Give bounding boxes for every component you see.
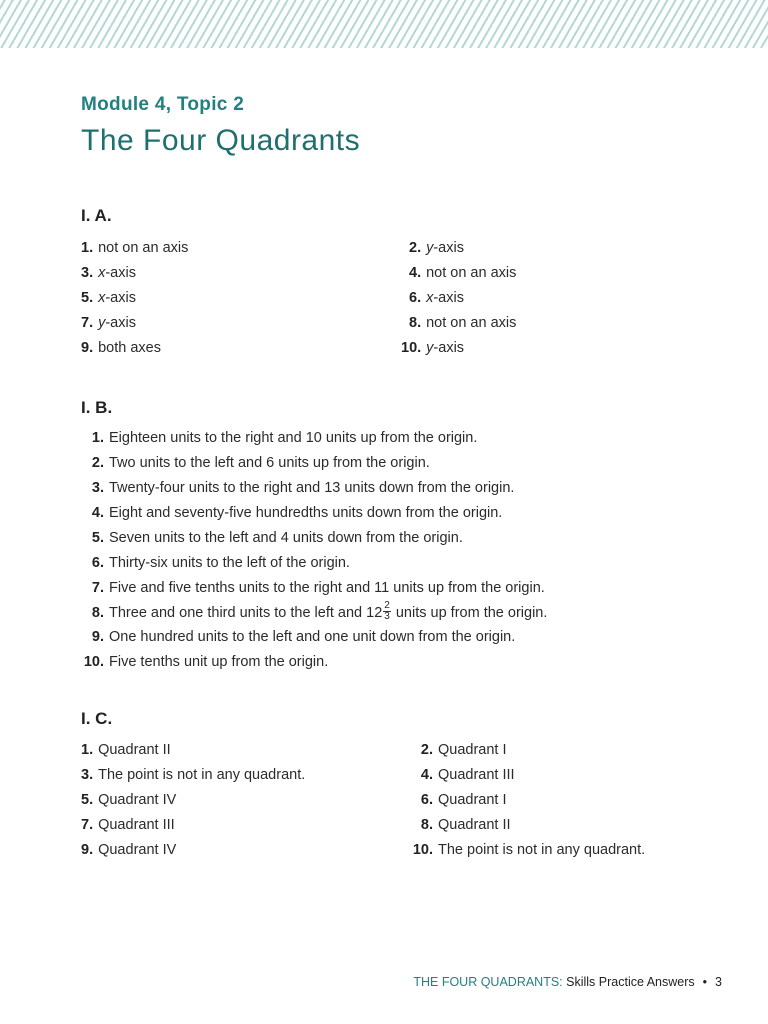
ib-item-4 <box>81 504 502 522</box>
item-number: 7. <box>91 580 104 596</box>
ia-item-1 <box>81 239 188 257</box>
item-number: 9. <box>81 340 94 356</box>
item-text: -axis <box>105 265 136 281</box>
item-number: 3. <box>91 480 104 496</box>
ib-item-5 <box>81 529 463 547</box>
item-number: 5. <box>81 792 94 808</box>
ia-item-3 <box>81 264 136 282</box>
ib-item-1 <box>81 429 477 447</box>
item-text: Three and one third units to the left and 12 <box>109 605 383 621</box>
item-text: not on an axis <box>426 265 517 281</box>
ib-item-10 <box>81 653 328 671</box>
ib-item-3 <box>81 479 514 497</box>
ia-item-7 <box>81 314 136 332</box>
item-variable: y <box>426 340 434 356</box>
item-text: Quadrant IV <box>98 842 177 858</box>
ib-item-7 <box>81 579 545 597</box>
item-variable: x <box>426 290 434 306</box>
item-number: 5. <box>91 530 104 546</box>
item-number: 8. <box>91 605 104 621</box>
item-variable: y <box>98 315 106 331</box>
item-number: 9. <box>81 842 94 858</box>
ic-item-2 <box>410 741 507 759</box>
item-number: 7. <box>81 817 94 833</box>
item-text: The point is not in any quadrant. <box>98 767 306 783</box>
item-number: 2. <box>409 240 422 256</box>
item-text: Thirty-six units to the left of the origin. <box>109 555 350 571</box>
section-heading-ic: I. C. <box>81 709 113 728</box>
ia-item-8 <box>409 314 516 332</box>
footer-label: Skills Practice Answers <box>566 975 695 989</box>
header-hatch-band <box>0 0 768 48</box>
page-number: 3 <box>715 975 722 989</box>
item-number: 2. <box>420 742 433 758</box>
item-variable: y <box>426 240 434 256</box>
ia-item-5 <box>81 289 136 307</box>
section-heading-ib: I. B. <box>81 398 113 417</box>
item-text: -axis <box>433 240 464 256</box>
section-heading-ia: I. A. <box>81 206 112 225</box>
item-text: Eighteen units to the right and 10 units up from the origin. <box>109 430 478 446</box>
item-number: 1. <box>91 430 104 446</box>
item-text: -axis <box>433 340 465 356</box>
item-number: 6. <box>420 792 433 808</box>
item-number: 6. <box>91 555 104 571</box>
item-text: not on an axis <box>98 240 189 256</box>
ic-item-9 <box>81 841 176 859</box>
ib-item-6 <box>81 554 350 572</box>
item-number: 9. <box>91 629 104 645</box>
item-number: 5. <box>81 290 94 306</box>
item-number: 7. <box>81 315 94 331</box>
item-number: 10. <box>401 340 422 356</box>
item-number: 1. <box>81 742 94 758</box>
item-text-tail: units up from the origin. <box>391 605 548 621</box>
item-number: 4. <box>91 505 104 521</box>
ic-item-1 <box>81 741 171 759</box>
module-label: Module 4, Topic 2 <box>81 94 245 115</box>
fraction-denominator: 3 <box>384 610 390 622</box>
item-text: Quadrant IV <box>98 792 177 808</box>
item-text: Quadrant II <box>98 742 171 758</box>
item-text: Five tenths unit up from the origin. <box>109 654 329 670</box>
ic-item-6 <box>410 791 507 809</box>
item-variable: x <box>98 265 106 281</box>
item-text: Quadrant III <box>438 767 515 783</box>
ib-item-2 <box>81 454 430 472</box>
item-text: not on an axis <box>426 315 517 331</box>
item-text: -axis <box>105 315 136 331</box>
ic-item-10 <box>410 841 645 859</box>
footer-topic: THE FOUR QUADRANTS: <box>413 975 563 989</box>
ia-item-4 <box>409 264 516 282</box>
ia-item-6 <box>409 289 464 307</box>
item-text: Quadrant I <box>438 742 507 758</box>
ia-item-9 <box>81 339 161 357</box>
item-number: 10. <box>412 842 433 858</box>
item-number: 4. <box>409 265 422 281</box>
fraction-numerator: 2 <box>384 599 390 611</box>
item-number: 3. <box>81 265 94 281</box>
ia-item-10 <box>401 339 464 357</box>
item-text: Twenty-four units to the right and 13 units down from the origin. <box>109 480 515 496</box>
item-text: Quadrant III <box>98 817 175 833</box>
item-text: Seven units to the left and 4 units down from the origin. <box>109 530 463 546</box>
item-text: Two units to the left and 6 units up from the origin. <box>109 455 430 471</box>
item-text: Quadrant II <box>438 817 511 833</box>
item-text: Five and five tenths units to the right and 11 units up from the origin. <box>109 580 545 596</box>
item-number: 1. <box>81 240 94 256</box>
footer-bullet: • <box>702 975 708 989</box>
item-number: 3. <box>81 767 94 783</box>
item-text: -axis <box>433 290 464 306</box>
item-variable: x <box>98 290 106 306</box>
item-text: The point is not in any quadrant. <box>438 842 646 858</box>
ic-item-7 <box>81 816 175 834</box>
page-title: The Four Quadrants <box>81 124 361 157</box>
item-text: Quadrant I <box>438 792 507 808</box>
item-number: 10. <box>83 654 104 670</box>
ib-item-8 <box>81 599 548 622</box>
ic-item-4 <box>410 766 515 784</box>
item-number: 6. <box>409 290 422 306</box>
ia-item-2 <box>409 239 464 257</box>
item-text: -axis <box>105 290 136 306</box>
item-text: both axes <box>98 340 161 356</box>
item-number: 2. <box>91 455 104 471</box>
ic-item-5 <box>81 791 176 809</box>
ic-item-8 <box>410 816 511 834</box>
item-text: Eight and seventy-five hundredths units down from the origin. <box>109 505 503 521</box>
item-number: 4. <box>420 767 433 783</box>
item-text: One hundred units to the left and one unit down from the origin. <box>109 629 516 645</box>
page-footer <box>413 975 722 989</box>
ib-item-9 <box>81 628 515 646</box>
item-number: 8. <box>420 817 433 833</box>
fraction-two-thirds <box>383 601 391 622</box>
ic-item-3 <box>81 766 305 784</box>
item-number: 8. <box>409 315 422 331</box>
